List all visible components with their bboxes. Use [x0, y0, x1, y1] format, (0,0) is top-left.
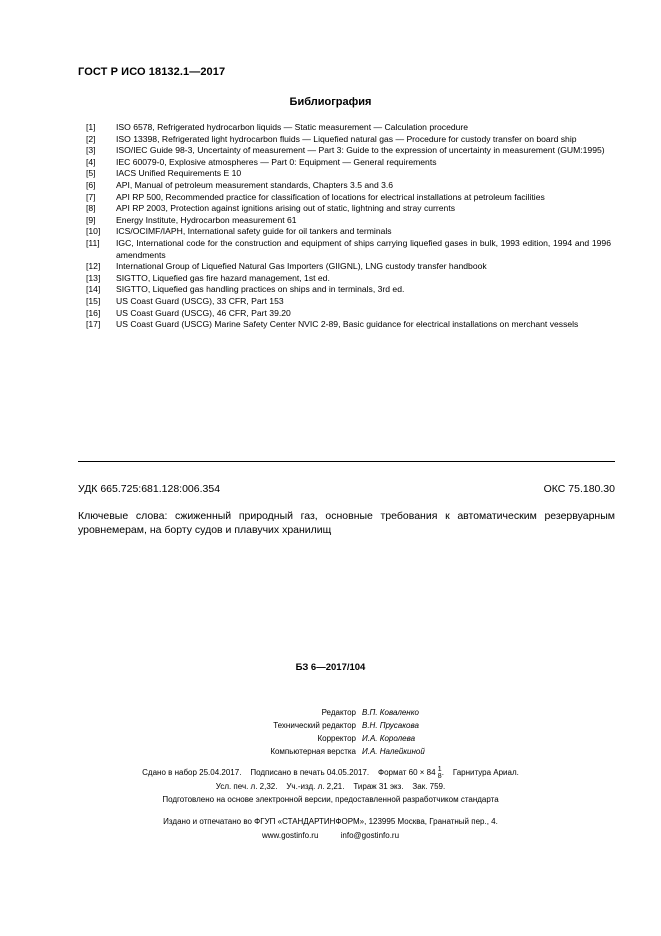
- credit-line: [0, 706, 661, 719]
- bibliography-item-number: [9]: [86, 214, 96, 225]
- bibliography-item-text: IGC, International code for the construction and equipment of ships carrying liquefied gases in bulk, 1993 edition, 1994 and 1996 amendments: [116, 237, 611, 260]
- credit-name: В.Н. Прусакова: [362, 721, 419, 730]
- credits: [0, 706, 661, 758]
- bibliography-item-number: [11]: [86, 237, 100, 248]
- credit-line: [0, 732, 661, 745]
- bibliography-item-text: ISO 6578, Refrigerated hydrocarbon liquids — Static measurement — Calculation procedure: [116, 122, 469, 132]
- bibliography-item-text: International Group of Liquefied Natural Gas Importers (GIIGNL), LNG custody transfer handbook: [116, 261, 487, 272]
- bibliography-item-number: [2]: [86, 133, 96, 144]
- bibliography-item: [86, 134, 611, 146]
- bibliography-item-text: Energy Institute, Hydrocarbon measurement 61: [116, 214, 297, 225]
- bibliography-item-text: SIGTTO, Liquefied gas handling practices on ships and in terminals, 3rd ed.: [116, 284, 405, 295]
- bibliography-item-text: US Coast Guard (USCG), 33 CFR, Part 153: [116, 295, 284, 306]
- credit-role: Технический редактор: [273, 721, 356, 730]
- paper-format: Формат 60 × 84 1 8: [377, 766, 442, 780]
- bibliography-item: [86, 238, 611, 261]
- imprint-line-1: Сдано в набор 25.04.2017. Подписано в печать 04.05.2017. Формат 60 × 84 1 8 . Гарнитура Ариал.: [142, 766, 519, 780]
- credit-line: [0, 745, 661, 758]
- bibliography-item: [86, 296, 611, 308]
- udk-code: УДК 665.725:681.128:006.354: [78, 483, 221, 495]
- bibliography-item-number: [7]: [86, 191, 96, 202]
- bibliography-item: [86, 319, 611, 331]
- bibliography-item: [86, 215, 611, 227]
- bibliography-item: [86, 226, 611, 238]
- typeface: Гарнитура Ариал.: [452, 768, 519, 778]
- bibliography-item-text: IEC 60079-0, Explosive atmospheres — Part 0: Equipment — General requirements: [116, 156, 437, 167]
- bibliography-item-number: [6]: [86, 179, 96, 190]
- credit-role: Компьютерная верстка: [270, 747, 356, 756]
- bibliography-item: [86, 192, 611, 204]
- credit-name: И.А. Налейкиной: [362, 747, 425, 756]
- bibliography-title: Библиография: [289, 96, 372, 108]
- imprint-line-3: Подготовлено на основе электронной версии, предоставленной разработчиком стандарта: [162, 795, 499, 804]
- bibliography-item: [86, 122, 611, 134]
- bibliography-item: [86, 273, 611, 285]
- bibliography-item: [86, 168, 611, 180]
- publisher-line: Издано и отпечатано во ФГУП «СТАНДАРТИНФОРМ», 123995 Москва, Гранатный пер., 4.: [163, 817, 498, 826]
- bibliography-item-number: [14]: [86, 284, 101, 295]
- bibliography-item-number: [8]: [86, 203, 96, 214]
- credit-name: В.П. Коваленко: [362, 708, 419, 717]
- bibliography-item-text: US Coast Guard (USCG) Marine Safety Center NVIC 2-89, Basic guidance for electrical installations on merchant vessels: [116, 319, 579, 330]
- bibliography-item-number: [12]: [86, 261, 101, 272]
- bibliography-item: [86, 308, 611, 320]
- bibliography-list: [86, 122, 611, 331]
- bz-number: БЗ 6—2017/104: [295, 662, 366, 673]
- set-date: Сдано в набор 25.04.2017.: [142, 768, 242, 778]
- credit-line: [0, 719, 661, 732]
- divider: [78, 461, 615, 462]
- publisher: [0, 815, 661, 843]
- document-header: ГОСТ Р ИСО 18132.1—2017: [78, 66, 226, 78]
- bibliography-item-text: ICS/OCIMF/IAPH, International safety guide for oil tankers and terminals: [116, 226, 392, 237]
- bibliography-item: [86, 145, 611, 157]
- bibliography-item-number: [3]: [86, 145, 96, 156]
- bibliography-item-number: [15]: [86, 295, 101, 306]
- imprint-line-2: Усл. печ. л. 2,32. Уч.-изд. л. 2,21. Тираж 31 экз. Зак. 759.: [215, 782, 446, 791]
- bibliography-item: [86, 261, 611, 273]
- bibliography-item-text: API, Manual of petroleum measurement standards, Chapters 3.5 and 3.6: [116, 179, 394, 190]
- bibliography-item-number: [16]: [86, 307, 101, 318]
- bibliography-item-text: ISO/IEC Guide 98-3, Uncertainty of measurement — Part 3: Guide to the expression of uncertainty in measurement (GUM:1995): [116, 145, 605, 156]
- bibliography-item-text: API RP 500, Recommended practice for classification of locations for electrical installations at petroleum facilities: [116, 191, 545, 202]
- credit-role: Корректор: [317, 734, 356, 743]
- bibliography-item: [86, 284, 611, 296]
- bibliography-item-text: IACS Unified Requirements E 10: [116, 168, 242, 179]
- bibliography-item-number: [10]: [86, 226, 101, 237]
- bibliography-item-number: [4]: [86, 156, 96, 167]
- imprint: [0, 766, 661, 806]
- oks-code: ОКС 75.180.30: [543, 483, 615, 495]
- bibliography-item-text: SIGTTO, Liquefied gas fire hazard management, 1st ed.: [116, 272, 330, 283]
- bibliography-item: [86, 157, 611, 169]
- credit-role: Редактор: [321, 708, 356, 717]
- keywords: Ключевые слова: сжиженный природный газ, основные требования к автоматическим резервуарным уровнемерам, на борту судов и плавучих хранилищ: [78, 510, 615, 536]
- bibliography-item-text: ISO 13398, Refrigerated light hydrocarbon fluids — Liquefied natural gas — Procedure for custody transfer on board ship: [116, 133, 577, 144]
- bibliography-item-number: [5]: [86, 168, 96, 179]
- bibliography-item-text: API RP 2003, Protection against ignitions arising out of static, lightning and stray currents: [116, 203, 456, 214]
- website-link[interactable]: www.gostinfo.ru: [261, 831, 319, 840]
- email-link[interactable]: info@gostinfo.ru: [340, 831, 400, 840]
- bibliography-item: [86, 203, 611, 215]
- bibliography-item: [86, 180, 611, 192]
- bibliography-item-number: [17]: [86, 319, 101, 330]
- sign-date: Подписано в печать 04.05.2017.: [250, 768, 370, 778]
- bibliography-item-text: US Coast Guard (USCG), 46 CFR, Part 39.20: [116, 307, 291, 318]
- bibliography-item-number: [13]: [86, 272, 101, 283]
- bibliography-item-number: [1]: [86, 122, 96, 132]
- credit-name: И.А. Королева: [362, 734, 416, 743]
